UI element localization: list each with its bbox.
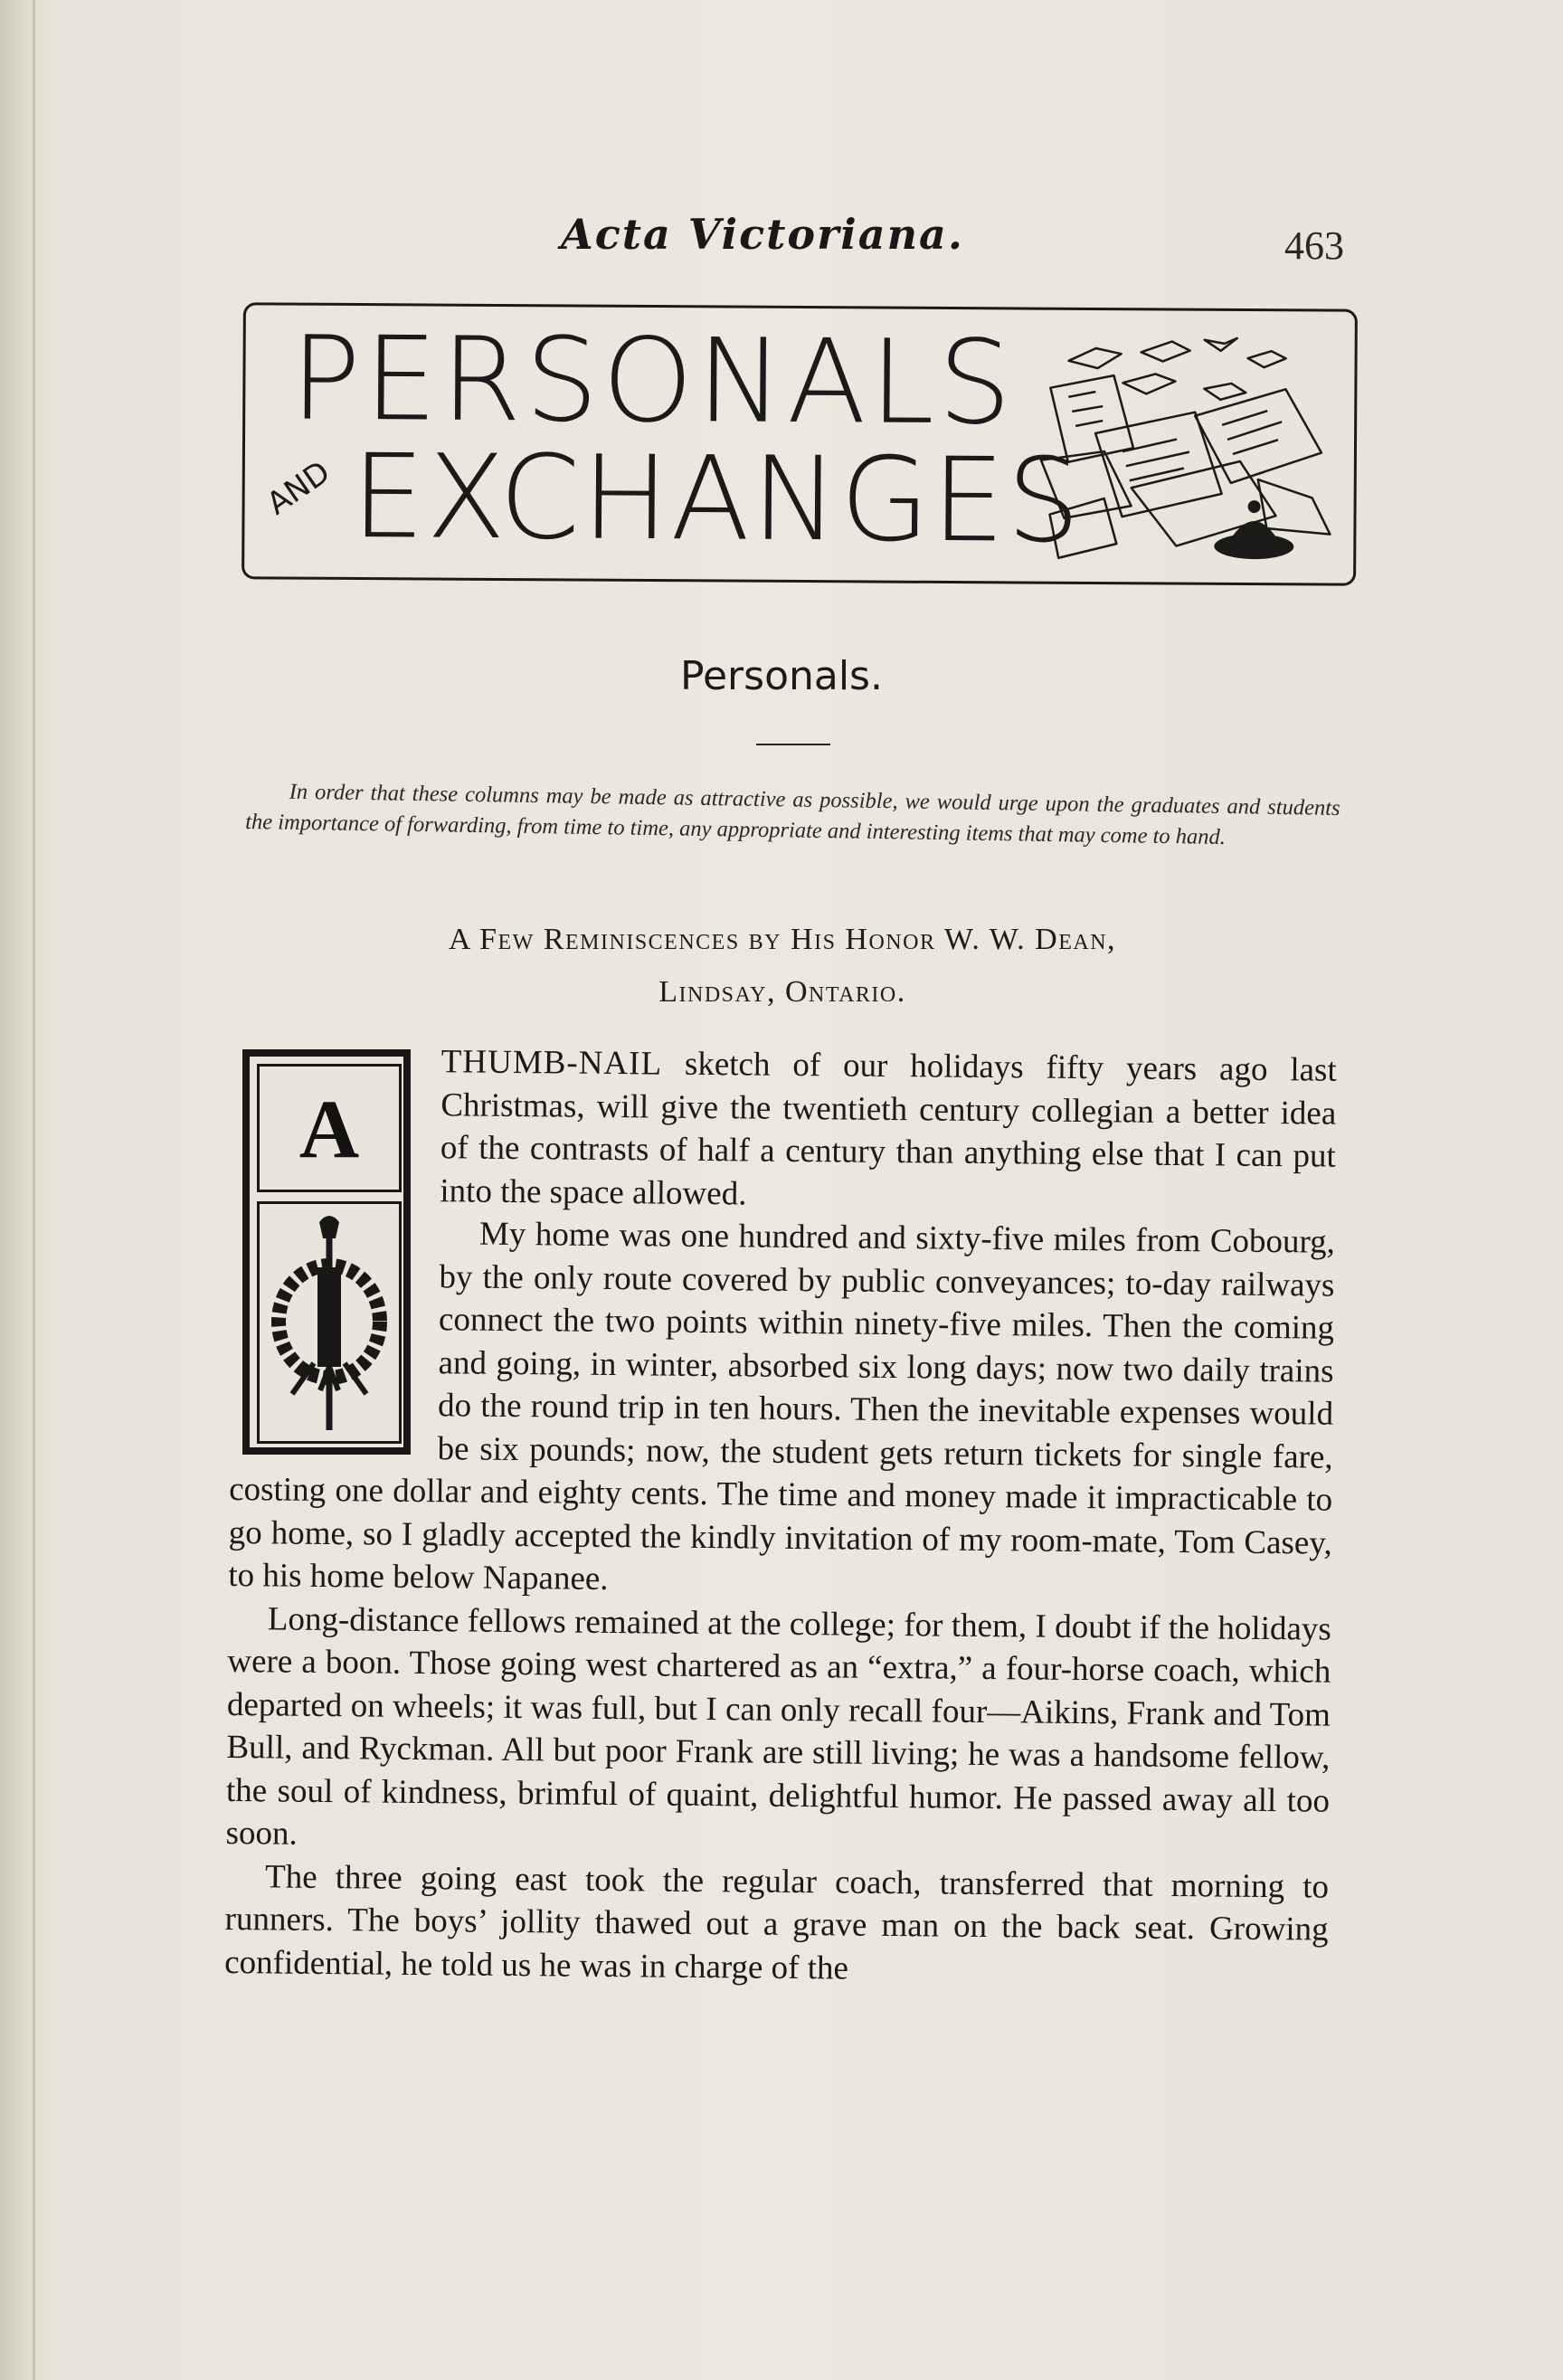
- drop-cap-spacer: [230, 1038, 441, 1427]
- article-byline: [226, 914, 1339, 1019]
- article-body: [224, 1038, 1337, 1995]
- paragraph-text: sketch of our holidays fifty years ago last Christmas, will give the twentieth century collegian a better idea of the contrasts of half a century than anything else that I can put into the space allowed.: [440, 1045, 1337, 1212]
- lead-word: THUMB-NAIL: [440, 1043, 663, 1083]
- byline-location: Lindsay, Ontario.: [658, 975, 906, 1009]
- page-gutter: [33, 0, 35, 2380]
- editor-note-text: In order that these columns may be made as attractive as possible, we would urge upon the graduates and students the importance of forwarding, from time to time, any appropriate and interesting items that may come to hand.: [244, 779, 1340, 850]
- drop-cap-letter: A: [257, 1064, 402, 1192]
- running-head: [0, 210, 1563, 273]
- section-banner: [242, 302, 1358, 586]
- editor-note: [245, 776, 1340, 855]
- banner-title-exchanges: EXCHANGES: [351, 429, 1083, 569]
- section-divider: [756, 744, 830, 745]
- section-heading: Personals.: [680, 653, 883, 699]
- banner-and: AND: [260, 453, 337, 523]
- article-paragraph: My home was one hundred and sixty-five miles from Cobourg, by the only route covered by public conveyances; to-day railways connect the two points within ninety-five miles. Then the coming and going, in winter, absorbed six long days; now two daily trains do the round trip in ten hours. Then the inevitable expenses would be six pounds; now, the student gets return tickets for single fare, costing one dollar and eighty cents. The time and money made it impracticable to go home, so I gladly accepted the kindly invitation of my room-mate, Tom Casey, to his home below Napanee.: [228, 1215, 1336, 1598]
- page-number: 463: [1284, 223, 1344, 268]
- letters-and-inkwell-illustration: [1031, 325, 1340, 571]
- banner-title-personals: PERSONALS: [289, 311, 1016, 451]
- journal-title: Acta Victoriana.: [561, 210, 964, 259]
- byline-title: A Few Reminiscences by His Honor W. W. Dean,: [448, 923, 1117, 956]
- article-paragraph: The three going east took the regular coach, transferred that morning to runners. The boys’ jollity thawed out a grave man on the back seat. Growing confidential, he told us he was in charge of the: [224, 1857, 1330, 1987]
- article-paragraph: Long-distance fellows remained at the college; for them, I doubt if the holidays were a boon. Those going west chartered as an “extra,” a four-horse coach, which departed on wheels; it was full, but I can only recall four—Aikins, Frank and Tom Bull, and Ryckman. All but poor Frank are still living; he was a handsome fellow, the soul of kindness, brimful of quaint, delightful humor. He passed away all too soon.: [225, 1599, 1331, 1853]
